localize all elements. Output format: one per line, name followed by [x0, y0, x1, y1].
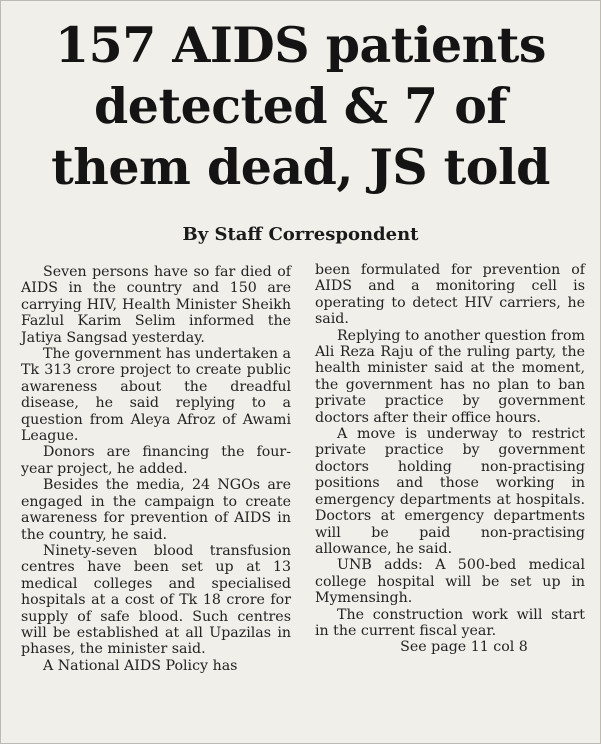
paragraph: Ninety-seven blood transfusion centres have been set up at 13 medical colleges and specialised hospitals at a cost of Tk 18 crore for supply of safe blood. Such centres will be established at all Upazilas in phases, the minister said.	[21, 542, 291, 658]
paragraph: UNB adds: A 500-bed medical college hospital will be set up in Mymensingh.	[315, 557, 585, 607]
paragraph: Besides the media, 24 NGOs are engaged in the campaign to create awareness for prevention of AIDS in the country, he said.	[21, 477, 291, 543]
headline	[7, 15, 594, 198]
paragraph-continuation: been formulated for prevention of AIDS and a monitoring cell is operating to detect HIV carriers, he said.	[315, 262, 585, 328]
byline: By Staff Correspondent	[182, 224, 419, 245]
headline-line-3: them dead, JS told	[51, 138, 550, 196]
paragraph: A National AIDS Policy has	[43, 657, 238, 674]
paragraph: The construction work will start in the current fiscal year.	[315, 606, 585, 639]
paragraph: Seven persons have so far died of AIDS in the country and 150 are carrying HIV, Health Minister Sheikh Fazlul Karim Selim informed the Jatiya Sangsad yesterday.	[21, 264, 291, 346]
headline-line-2: detected & 7 of	[94, 77, 507, 135]
article-column-right	[315, 262, 585, 656]
paragraph: A move is underway to restrict private practice by government doctors holding non-practising positions and those working in emergency departments at hospitals. Doctors at emergency departments will be paid non-practising allowance, he said.	[315, 426, 585, 557]
continuation-jump-line: See page 11 col 8	[400, 639, 528, 656]
headline-line-1: 157 AIDS patients	[55, 16, 546, 74]
paragraph: Replying to another question from Ali Reza Raju of the ruling party, the health minister said at the moment, the government has no plan to ban private practice by government doctors after their office hours.	[315, 327, 585, 426]
paragraph: Donors are financing the four-year project, he added.	[21, 444, 291, 477]
article-column-left	[21, 264, 291, 674]
paragraph: The government has undertaken a Tk 313 crore project to create public awareness about the dreadful disease, he said replying to a question from Aleya Afroz of Awami League.	[21, 346, 291, 445]
